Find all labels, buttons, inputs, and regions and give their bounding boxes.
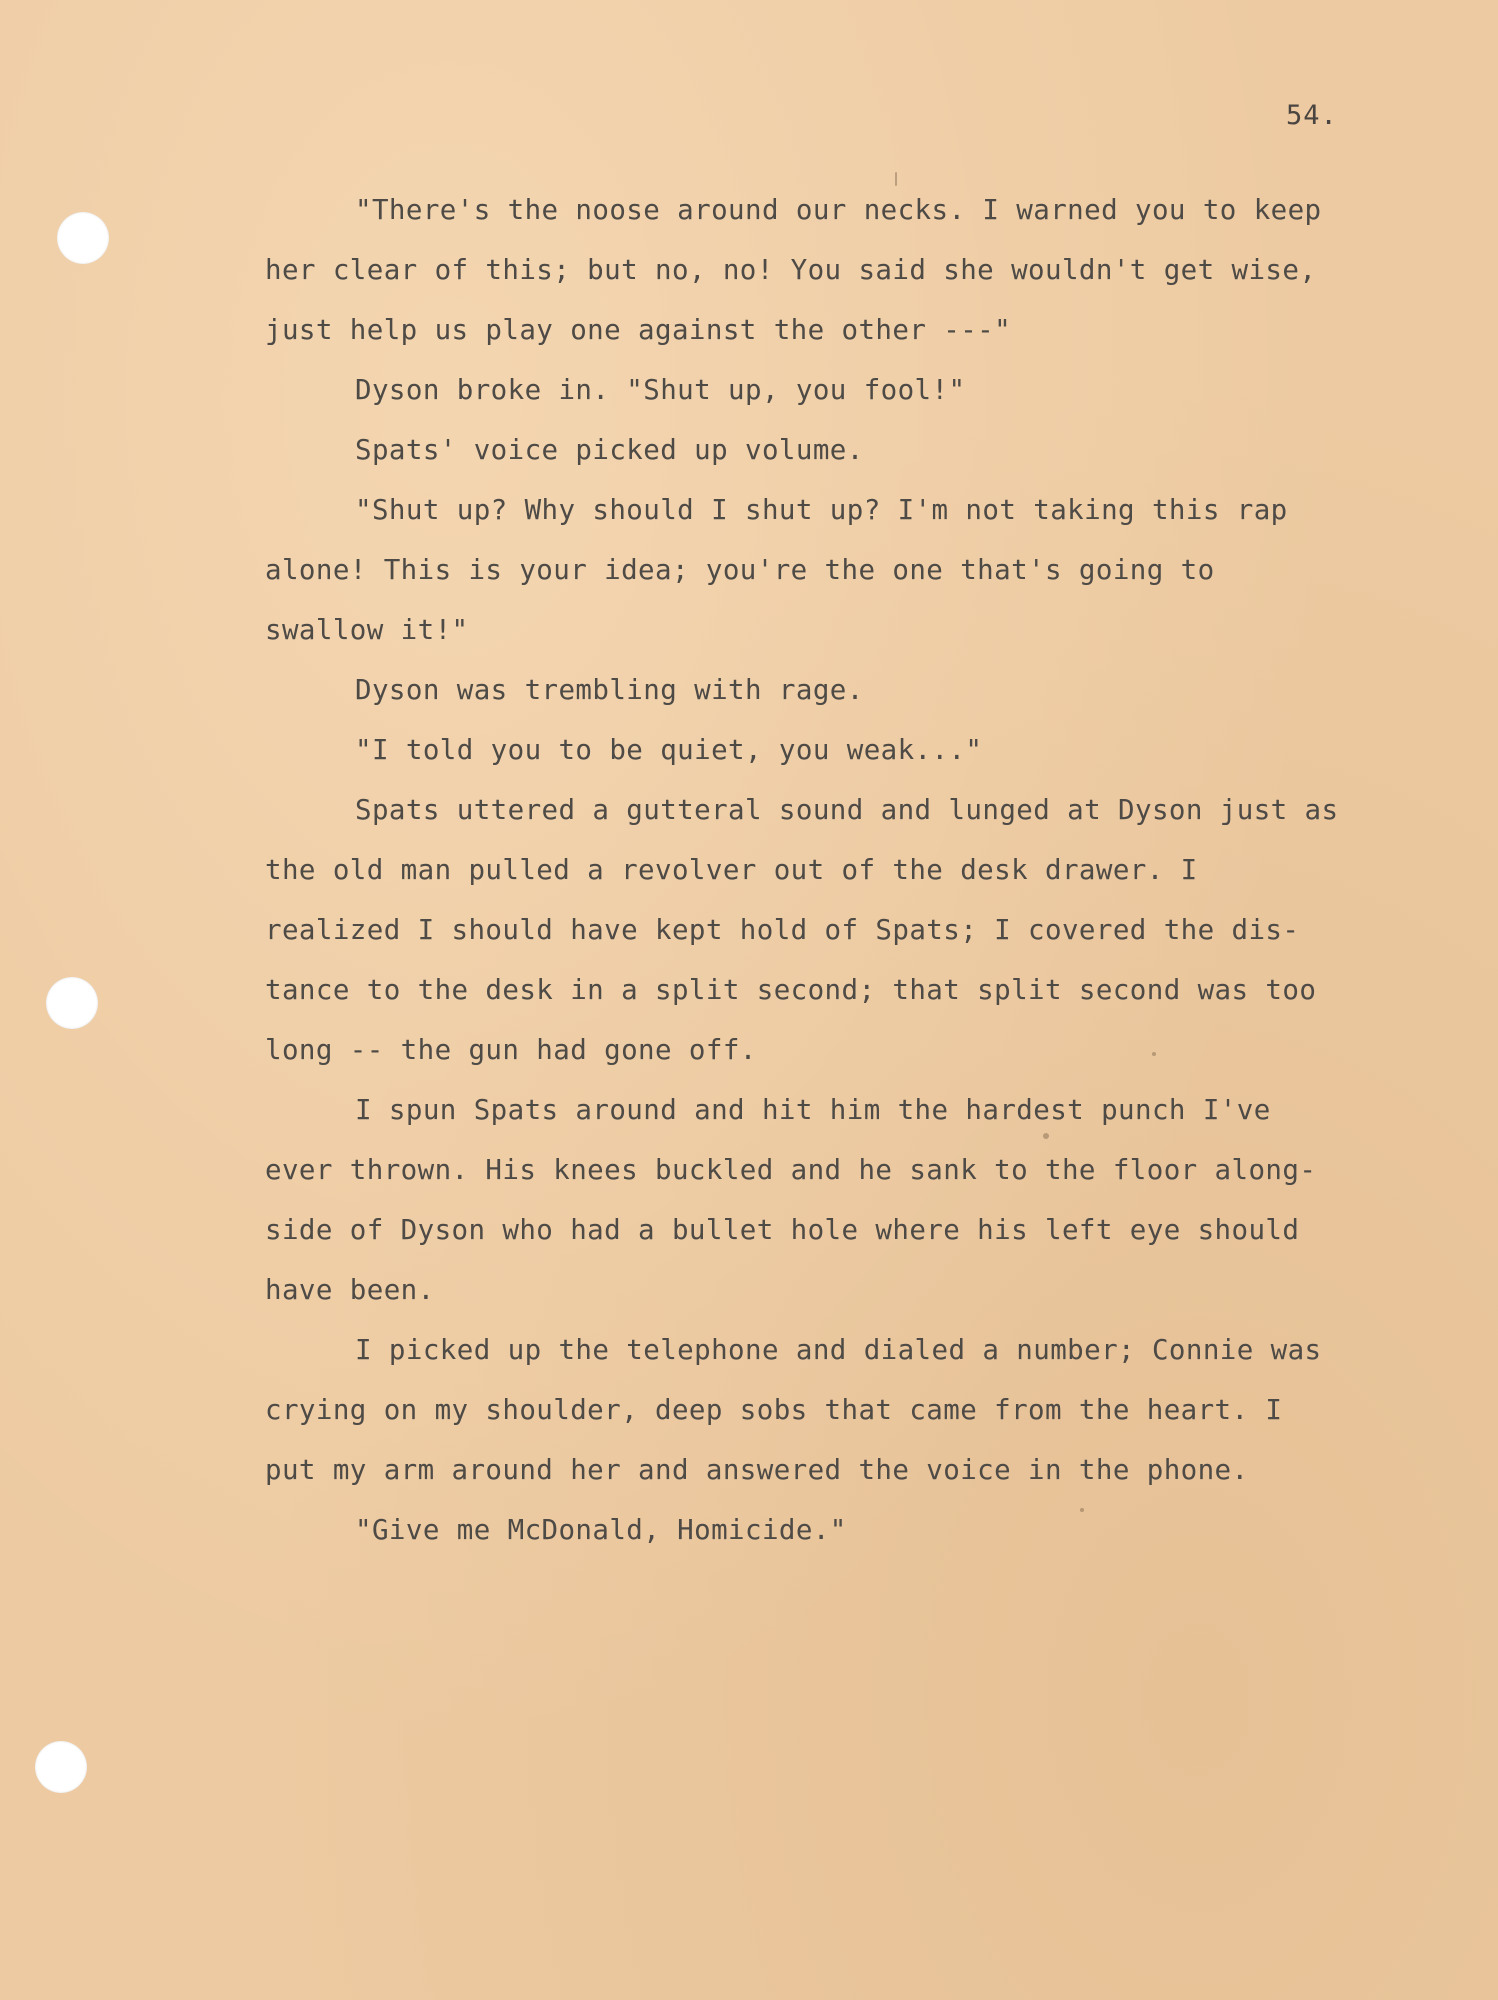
text-line: have been. (265, 1274, 435, 1306)
punch-hole (57, 212, 109, 264)
text-line: ever thrown. His knees buckled and he sank to the floor along- (265, 1154, 1317, 1186)
text-line: I spun Spats around and hit him the hardest punch I've (355, 1094, 1271, 1126)
text-line: swallow it!" (265, 614, 469, 646)
text-line: her clear of this; but no, no! You said she wouldn't get wise, (265, 254, 1317, 286)
text-line: long -- the gun had gone off. (265, 1034, 757, 1066)
text-line: put my arm around her and answered the voice in the phone. (265, 1454, 1249, 1486)
body-text (265, 188, 1425, 1568)
text-line: "There's the noose around our necks. I warned you to keep (355, 194, 1322, 226)
text-line: tance to the desk in a split second; that split second was too (265, 974, 1317, 1006)
page-number: 54. (1286, 100, 1338, 131)
paper-mark (895, 172, 897, 186)
text-line: Spats' voice picked up volume. (355, 434, 864, 466)
text-line: alone! This is your idea; you're the one that's going to (265, 554, 1215, 586)
text-line: I picked up the telephone and dialed a number; Connie was (355, 1334, 1322, 1366)
text-line: realized I should have kept hold of Spats; I covered the dis- (265, 914, 1300, 946)
text-line: crying on my shoulder, deep sobs that came from the heart. I (265, 1394, 1283, 1426)
text-line: side of Dyson who had a bullet hole where his left eye should (265, 1214, 1300, 1246)
text-line: just help us play one against the other ---" (265, 314, 1012, 346)
text-line: "Give me McDonald, Homicide." (355, 1514, 847, 1546)
text-line: Spats uttered a gutteral sound and lunged at Dyson just as (355, 794, 1339, 826)
text-line: "I told you to be quiet, you weak..." (355, 734, 983, 766)
punch-hole (35, 1741, 87, 1793)
text-line: Dyson was trembling with rage. (355, 674, 864, 706)
text-line: "Shut up? Why should I shut up? I'm not taking this rap (355, 494, 1288, 526)
text-line: the old man pulled a revolver out of the desk drawer. I (265, 854, 1198, 886)
text-line: Dyson broke in. "Shut up, you fool!" (355, 374, 966, 406)
punch-hole (46, 977, 98, 1029)
